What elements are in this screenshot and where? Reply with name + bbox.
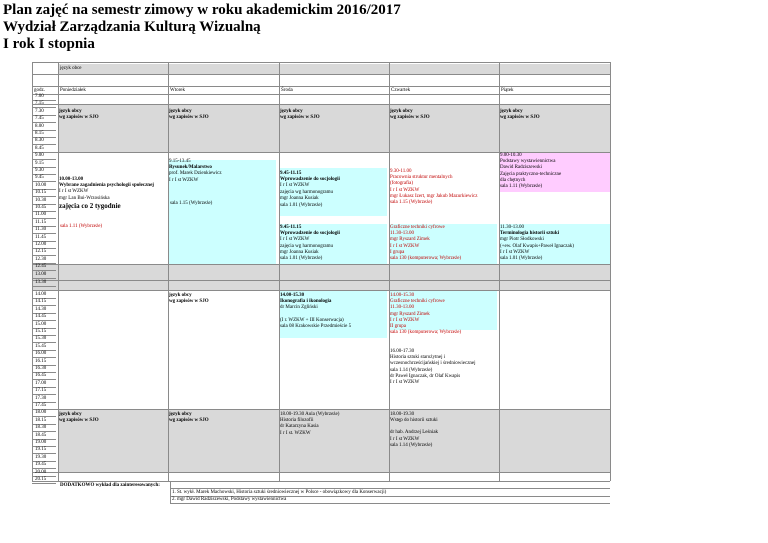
time-label: 14.45 [35,314,47,320]
sub: II grupa [390,324,406,330]
lang-note: wg zapisów w SJO [59,418,99,424]
grid-line [32,409,610,410]
time: 9.15-13.45 [169,159,191,164]
grid-line [32,290,610,291]
grid-line [32,481,610,482]
teacher2: (+ew. Olaf Kwapis+Paweł Ignaczak) [500,243,574,249]
lang-label: język obcy [169,109,192,114]
sub: I grupa [390,249,405,255]
time-label: 8.00 [35,123,44,129]
time-label: 12.15 [35,249,47,255]
footer-item-1: 1. St. wykł. Marek Machowski, Historia sztuki średniowiecznej w Polsce - obowiązkowy dla Konserwacji) [172,490,387,495]
wed-morning-lang [279,108,387,122]
course-title: Historia filozofii [280,418,314,424]
time-label: 9.15 [35,160,44,166]
group: (I r. WZKW + III Konserwacja) [280,317,344,323]
grid-line [610,62,611,481]
page-title-line3: I rok I stopnia [3,36,95,52]
tue-pm-lang [168,292,276,306]
lang-label: język obcy [500,109,523,114]
teacher: mgr Lan Bui-Wrzosińska [59,195,110,201]
page-title-line1: Plan zajęć na semestr zimowy w roku akademickim 2016/2017 [3,2,401,18]
lang-note: wg zapisów w SJO [390,115,430,121]
time-label: 12.30 [35,256,47,262]
time-label: 11.30 [35,227,47,233]
teacher: mgr Ryszard Zimek [390,311,430,317]
day-header-tue: Wtorek [170,88,185,93]
time-label: 14.15 [35,299,47,305]
time-label: 19.45 [35,462,47,468]
teacher: Dawid Radziszewski [500,165,543,171]
time-label: 16.45 [35,373,47,379]
tue-morning-lang [168,108,276,122]
time-label: 9.00 [35,153,44,159]
time-label: 16.00 [35,351,47,357]
course-title: Rysunek/Malarstwo [169,165,212,171]
grid-line [32,62,33,481]
day-header-mon: Poniedziałek [60,88,86,93]
time-label: 11.15 [35,219,47,225]
teacher: dr Katarzyna Kasia [280,424,319,430]
group: I r I st WZKW [169,177,199,183]
room: sala 1.15 (Wybrzeże) [390,200,433,206]
tue-draw-block [168,158,276,185]
room: sala 08 Krakowskie Przedmieście 5 [280,323,352,329]
wed-philo-block [279,411,387,438]
teacher: prof. Marek Dzienkiewicz [169,171,222,177]
time-label: 7.45 [35,116,44,122]
time-label: 7.30 [35,108,44,114]
time-label: 8.45 [35,145,44,151]
lang-label: język obcy [390,109,413,114]
time-label: 8.15 [35,131,44,136]
course-title: Historia sztuki starożytnej i [390,355,446,361]
time-label: 14.30 [35,306,47,312]
room: sala 130 (komputerowa; Wybrzeże) [390,256,462,262]
group: I r I st WZKW [390,187,420,193]
time: 14.00-15.30 [280,293,305,298]
footer-label: DODATKOWO wykład dla zainteresowanych: [60,483,160,488]
group: I r I st WZKW [390,436,420,442]
time-label: 9.30 [35,168,44,173]
time-label: 18.45 [35,432,47,438]
time-label: 17.15 [35,388,47,394]
time-label: 19.00 [35,440,47,445]
group: I r I st WZKW [390,317,420,323]
course-title: Graficzne techniki cyfrowe [390,225,445,230]
time-label: 13.30 [35,280,47,285]
time-label: 20.00 [35,469,47,475]
lang-note: wg zapisów w SJO [169,418,209,424]
group: I r I st WZKW [390,380,420,386]
time-label: 20.15 [35,477,47,482]
room: sala 1.14 (Wybrzeże) [390,367,433,373]
sub2: dla chętnych [500,177,526,183]
course-title: Wstęp do historii sztuki [390,418,438,424]
mon-psych-block [58,176,170,211]
time-label: 16.15 [35,358,47,364]
lang-note: wg zapisów w SJO [169,115,209,121]
time-label: 17.45 [35,403,47,408]
group: I r I st WZKW [59,189,89,195]
grid-line [32,86,610,87]
time: 9.45-11.15 [280,225,302,230]
time: 11.30-13.00 [390,231,414,237]
time-label: 10.30 [35,197,47,203]
hour-header: godz. [34,88,45,93]
grid-line [499,62,500,481]
group: I r I st WZKW [280,237,310,243]
teacher: mgr Piotr Słodkowski [500,237,544,243]
day-header-fri: Piątek [501,88,514,93]
time: 18.00-19.30 [390,412,415,417]
time-label: 10.00 [35,182,47,188]
grid-line [32,280,610,281]
gray-band-lang-note [58,64,610,74]
fri-art-block [499,224,610,263]
group: I r I st WZKW [390,243,420,249]
lang-label: język obcy [280,109,303,114]
course-title: Terminologia historii sztuki [500,231,559,237]
room: sala 1.11 (Wybrzeże) [500,184,543,190]
lang-note: wg zapisów w SJO [280,115,320,121]
thu-history-block [389,348,499,387]
time-label: 15.45 [35,343,47,349]
grid-line [32,264,610,265]
teacher: mgr Ryszard Zimek [390,237,430,243]
time: 9.30-11.00 [390,169,412,174]
time-label: 10.45 [35,205,47,210]
time-label: 7.15 [35,101,44,107]
teacher: dr Paweł Ignaczak, dr Olaf Kwapis [390,373,461,379]
lang-label: język obcy [169,293,192,298]
grid-line [32,278,56,279]
time-label: 7.00 [35,94,44,99]
language-note: język obce [60,66,82,71]
room: sala 130 (komputerowa; Wybrzeże) [390,330,462,336]
lang-note: wg zapisów w SJO [500,115,540,121]
mon-morning-lang [58,108,166,122]
course-title: Wprowadzenie do socjologii [280,177,340,183]
tue-draw-room: sala 1.15 (Wybrzeże) [170,201,213,206]
course-title: Pracownia struktur mentalnych [390,175,453,181]
time-label: 9.45 [35,175,44,181]
group: I r I st WZKW [500,249,530,255]
note: zajęcia wg harmonogramu [280,189,334,195]
teacher: mgr Joanna Kusiak [280,195,319,201]
time: 18.00-19.30 Aula (Wybrzeże) [280,412,340,417]
note: zajęcia wg harmonogramu [280,243,334,249]
grid-line [170,481,171,503]
room: sala 1.01 (Wybrzeże) [500,256,543,262]
sub: (fotografia) [390,181,414,187]
time-label: 15.30 [35,336,47,342]
time-label: 19.15 [35,447,47,453]
page-title-line2: Wydział Zarządzania Kulturą Wizualną [3,19,261,35]
grid-line [32,483,56,484]
time-label: 12.45 [35,264,47,270]
footer-item-2: 2. mgr Dawid Radziszewski, Podstawy wystawiennictwa [172,497,287,502]
lang-note: wg zapisów w SJO [169,299,209,305]
time-label: 18.30 [35,425,47,431]
time: 16.00-17.30 [390,349,415,354]
room: sala 1.01 (Wybrzeże) [280,203,323,209]
time: 11.30-13.00 [500,225,524,230]
group: I r I st. WZKW [280,430,311,436]
grid-line [32,74,610,75]
time-label: 11.00 [35,212,47,218]
thu-mental-block [389,168,499,207]
time-label: 15.00 [35,321,47,327]
course-title: Wprowadzenie do socjologii [280,231,340,237]
room: sala 1.14 (Wybrzeże) [390,442,433,448]
thu-graphic2-block [389,292,497,337]
course-title-2: wczesnochrześcijańskiej i średniowiecznej [390,361,476,367]
grid-line [170,503,610,504]
time-label: 13.00 [35,271,47,277]
time-label: 8.30 [35,138,44,144]
course-title: Ikonografia i ikonologia [280,299,332,305]
lang-note: wg zapisów w SJO [59,115,99,121]
teacher: dr Marcin Zgliński [280,305,318,311]
grid-line [32,472,610,473]
thu-graphic1-block [389,224,497,263]
grid-line [32,286,56,287]
day-header-thu: Czwartek [391,88,411,93]
grid-line [32,94,610,95]
time-label: 11.45 [35,234,47,240]
course-title: Podstawy wystawiennictwa [500,159,556,165]
time-label: 12.00 [35,242,47,247]
time: 14.00-15.30 [390,293,415,298]
wed-icon-block [279,292,387,331]
course-title: Graficzne techniki cyfrowe [390,299,445,305]
grid-line [32,62,610,63]
mon-psych-room: sala 1.11 (Wybrzeże) [60,224,103,229]
gray-band-midday [32,264,610,290]
room: sala 1.01 (Wybrzeże) [280,256,323,262]
lang-label: język obcy [59,412,82,417]
time-label: 18.00 [35,410,47,416]
lang-label: język obcy [169,412,192,417]
course-title: Wybrane zagadnienia psychologii społecznej [59,183,154,189]
wed-soc1-block [279,170,387,210]
time: 9.00-10.30 [500,153,522,158]
group: I r I st WZKW [280,183,310,189]
time-label: 14.00 [35,292,47,297]
tue-evening-lang [168,411,276,425]
teacher: mgr Łukasz Izert, mgr Jakub Mazurkiewicz [390,193,478,199]
grid-line [170,488,610,489]
time-label: 17.00 [35,380,47,386]
time-label: 10.15 [35,190,47,196]
thu-intro-block [389,411,497,450]
time-label: 19.30 [35,454,47,460]
grid-line [32,104,610,105]
time: 10.00-13.00 [59,177,84,182]
time: 9.45-11.15 [280,171,302,176]
time-label: 17.30 [35,395,47,401]
teacher: mgr Joanna Kusiak [280,249,319,255]
day-header-wed: Środa [281,88,293,93]
wed-soc2-block [279,224,387,263]
time-label: 15.15 [35,329,47,334]
lang-label: język obcy [59,109,82,114]
teacher: dr hab. Andrzej Leśniak [390,430,439,436]
fri-morning-lang [499,108,607,122]
time-label: 16.30 [35,366,47,371]
thu-morning-lang [389,108,497,122]
note: zajęcia co 2 tygodnie [59,201,121,210]
mon-evening-lang [58,411,166,425]
sub: Zajęcia praktyczno-techniczne [500,171,562,177]
time-label: 18.15 [35,417,47,423]
fri-basics-block [499,152,610,191]
time2: 11.30-13.00 [390,305,414,311]
